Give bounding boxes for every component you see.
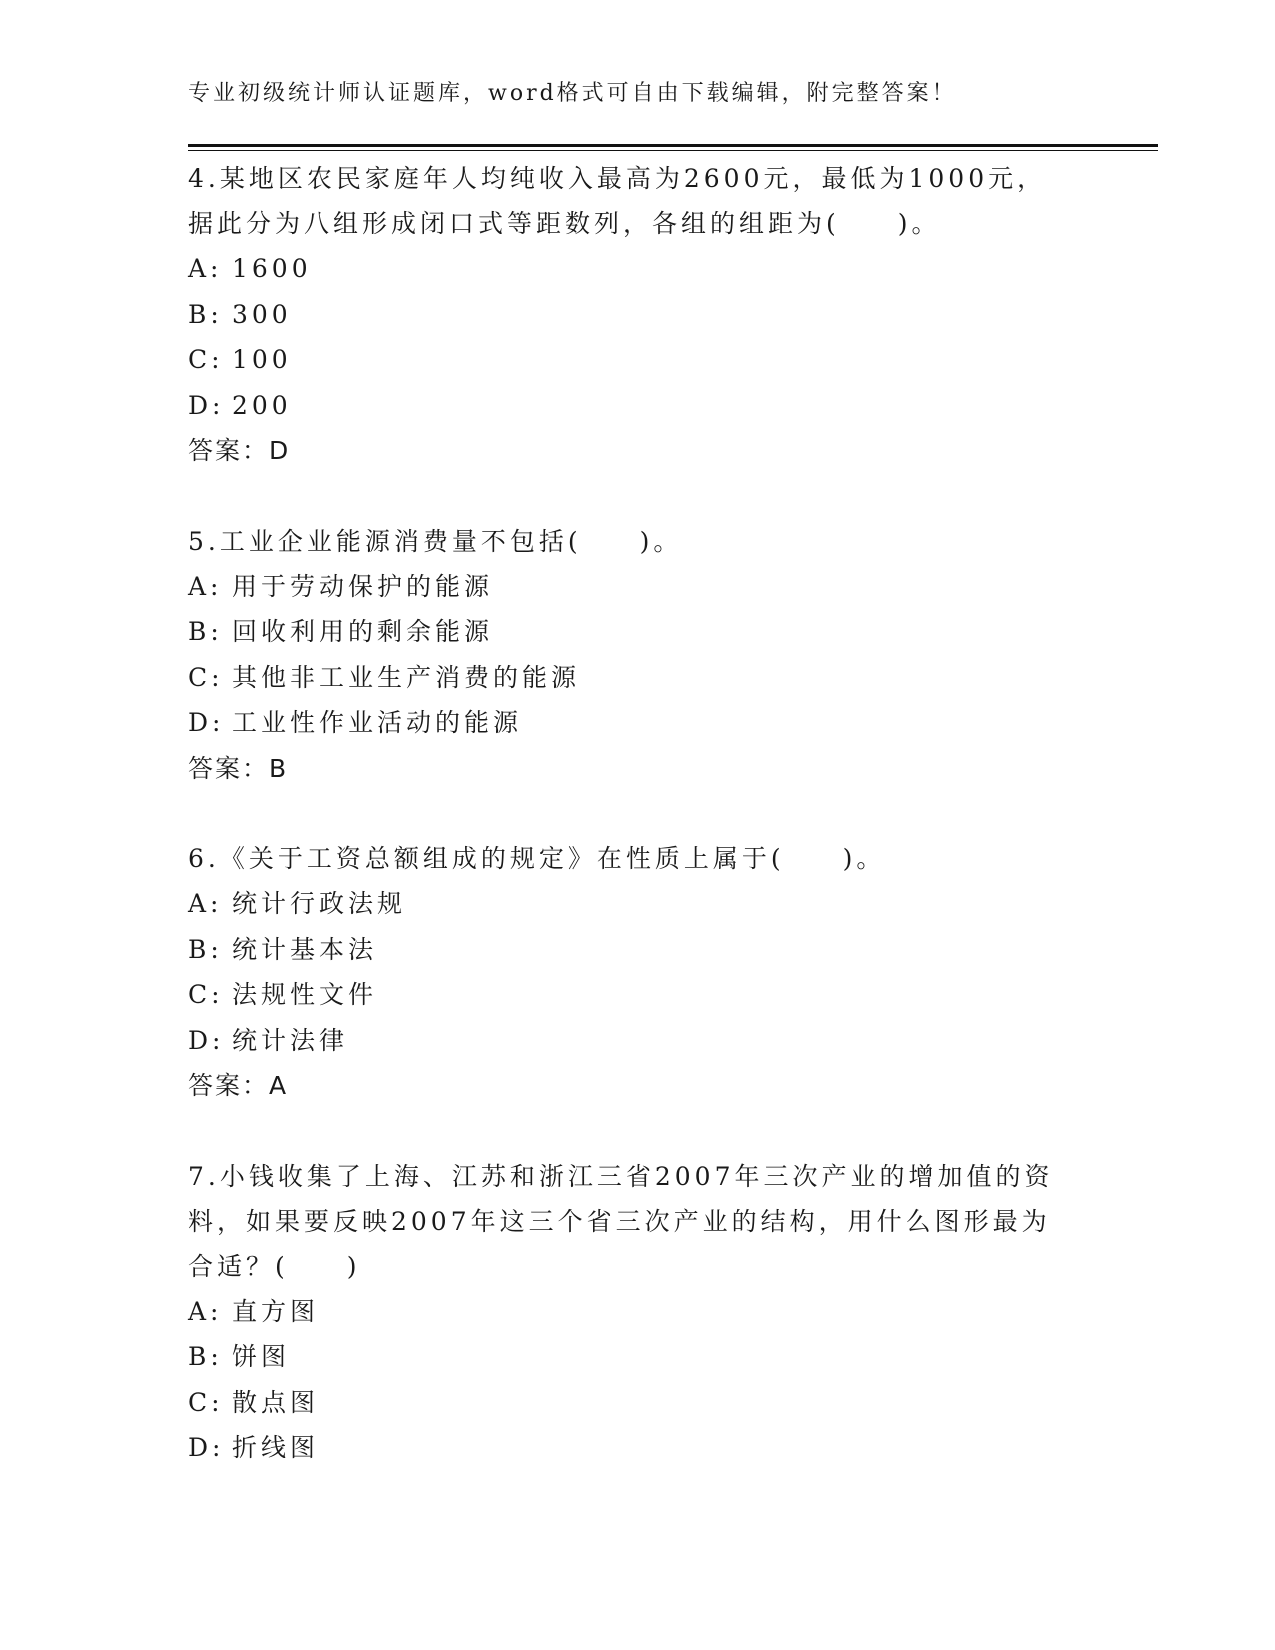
option-text: 200 [232,390,292,420]
option-letter: D: [188,708,225,737]
option-text: 300 [232,299,292,329]
option-c [188,1380,1068,1426]
option-letter: C: [188,662,224,692]
question-stem: 7.小钱收集了上海、江苏和浙江三省2007年三次产业的增加值的资料，如果要反映2007年这三个省三次产业的结构，用什么图形最为合适？( ) [188,1161,1054,1281]
option-d [188,700,1068,746]
option-text: 用于劳动保护的能源 [232,571,494,601]
option-b [188,1334,1068,1380]
option-letter: D: [188,1433,225,1462]
option-d [188,383,1068,429]
option-letter: B: [188,617,223,646]
option-a [188,1289,1068,1335]
option-letter: C: [188,1387,224,1417]
question-6 [188,836,1068,1109]
option-letter: D: [188,390,225,420]
option-letter: A: [188,571,223,601]
header-divider [188,144,1158,147]
option-c [188,655,1068,701]
option-b [188,927,1068,973]
question-stem: 4.某地区农民家庭年人均纯收入最高为2600元，最低为1000元，据此分为八组形成闭口式等距数列，各组的组距为( )。 [188,164,1047,238]
option-letter: A: [188,1296,223,1326]
question-list [188,156,1068,1471]
option-letter: A: [188,889,223,918]
option-text: 100 [232,345,292,374]
option-text: 直方图 [232,1296,320,1326]
option-text: 折线图 [232,1433,320,1462]
option-b [188,609,1068,655]
option-text: 散点图 [232,1387,320,1417]
question-4 [188,156,1068,474]
option-text: 法规性文件 [232,980,378,1009]
option-text: 统计法律 [232,1025,349,1055]
option-letter: B: [188,934,223,964]
option-text: 工业性作业活动的能源 [232,708,523,737]
option-a [188,246,1068,292]
option-text: 其他非工业生产消费的能源 [232,662,581,692]
option-d [188,1425,1068,1471]
option-text: 1600 [232,254,312,283]
question-5 [188,519,1068,792]
option-text: 饼图 [232,1342,291,1371]
option-letter: C: [188,980,224,1009]
option-text: 回收利用的剩余能源 [232,617,494,646]
option-a [188,564,1068,610]
header-divider-thin [188,150,1158,151]
option-d [188,1018,1068,1064]
option-letter: D: [188,1025,225,1055]
option-letter: B: [188,1342,223,1371]
option-letter: B: [188,299,223,329]
option-b [188,292,1068,338]
option-letter: C: [188,345,224,374]
option-c [188,337,1068,383]
option-letter: A: [188,254,223,283]
question-stem: 5.工业企业能源消费量不包括( )。 [188,526,683,556]
answer-line: 答案：B [188,753,289,783]
option-text: 统计基本法 [232,934,378,964]
option-c [188,972,1068,1018]
option-text: 统计行政法规 [232,889,407,918]
question-stem: 6.《关于工资总额组成的规定》在性质上属于( )。 [188,844,886,873]
question-7 [188,1154,1068,1471]
page-header: 专业初级统计师认证题库，word格式可自由下载编辑，附完整答案！ [188,81,957,106]
option-a [188,881,1068,927]
answer-line: 答案：A [188,1071,289,1100]
answer-line: 答案：D [188,436,291,465]
